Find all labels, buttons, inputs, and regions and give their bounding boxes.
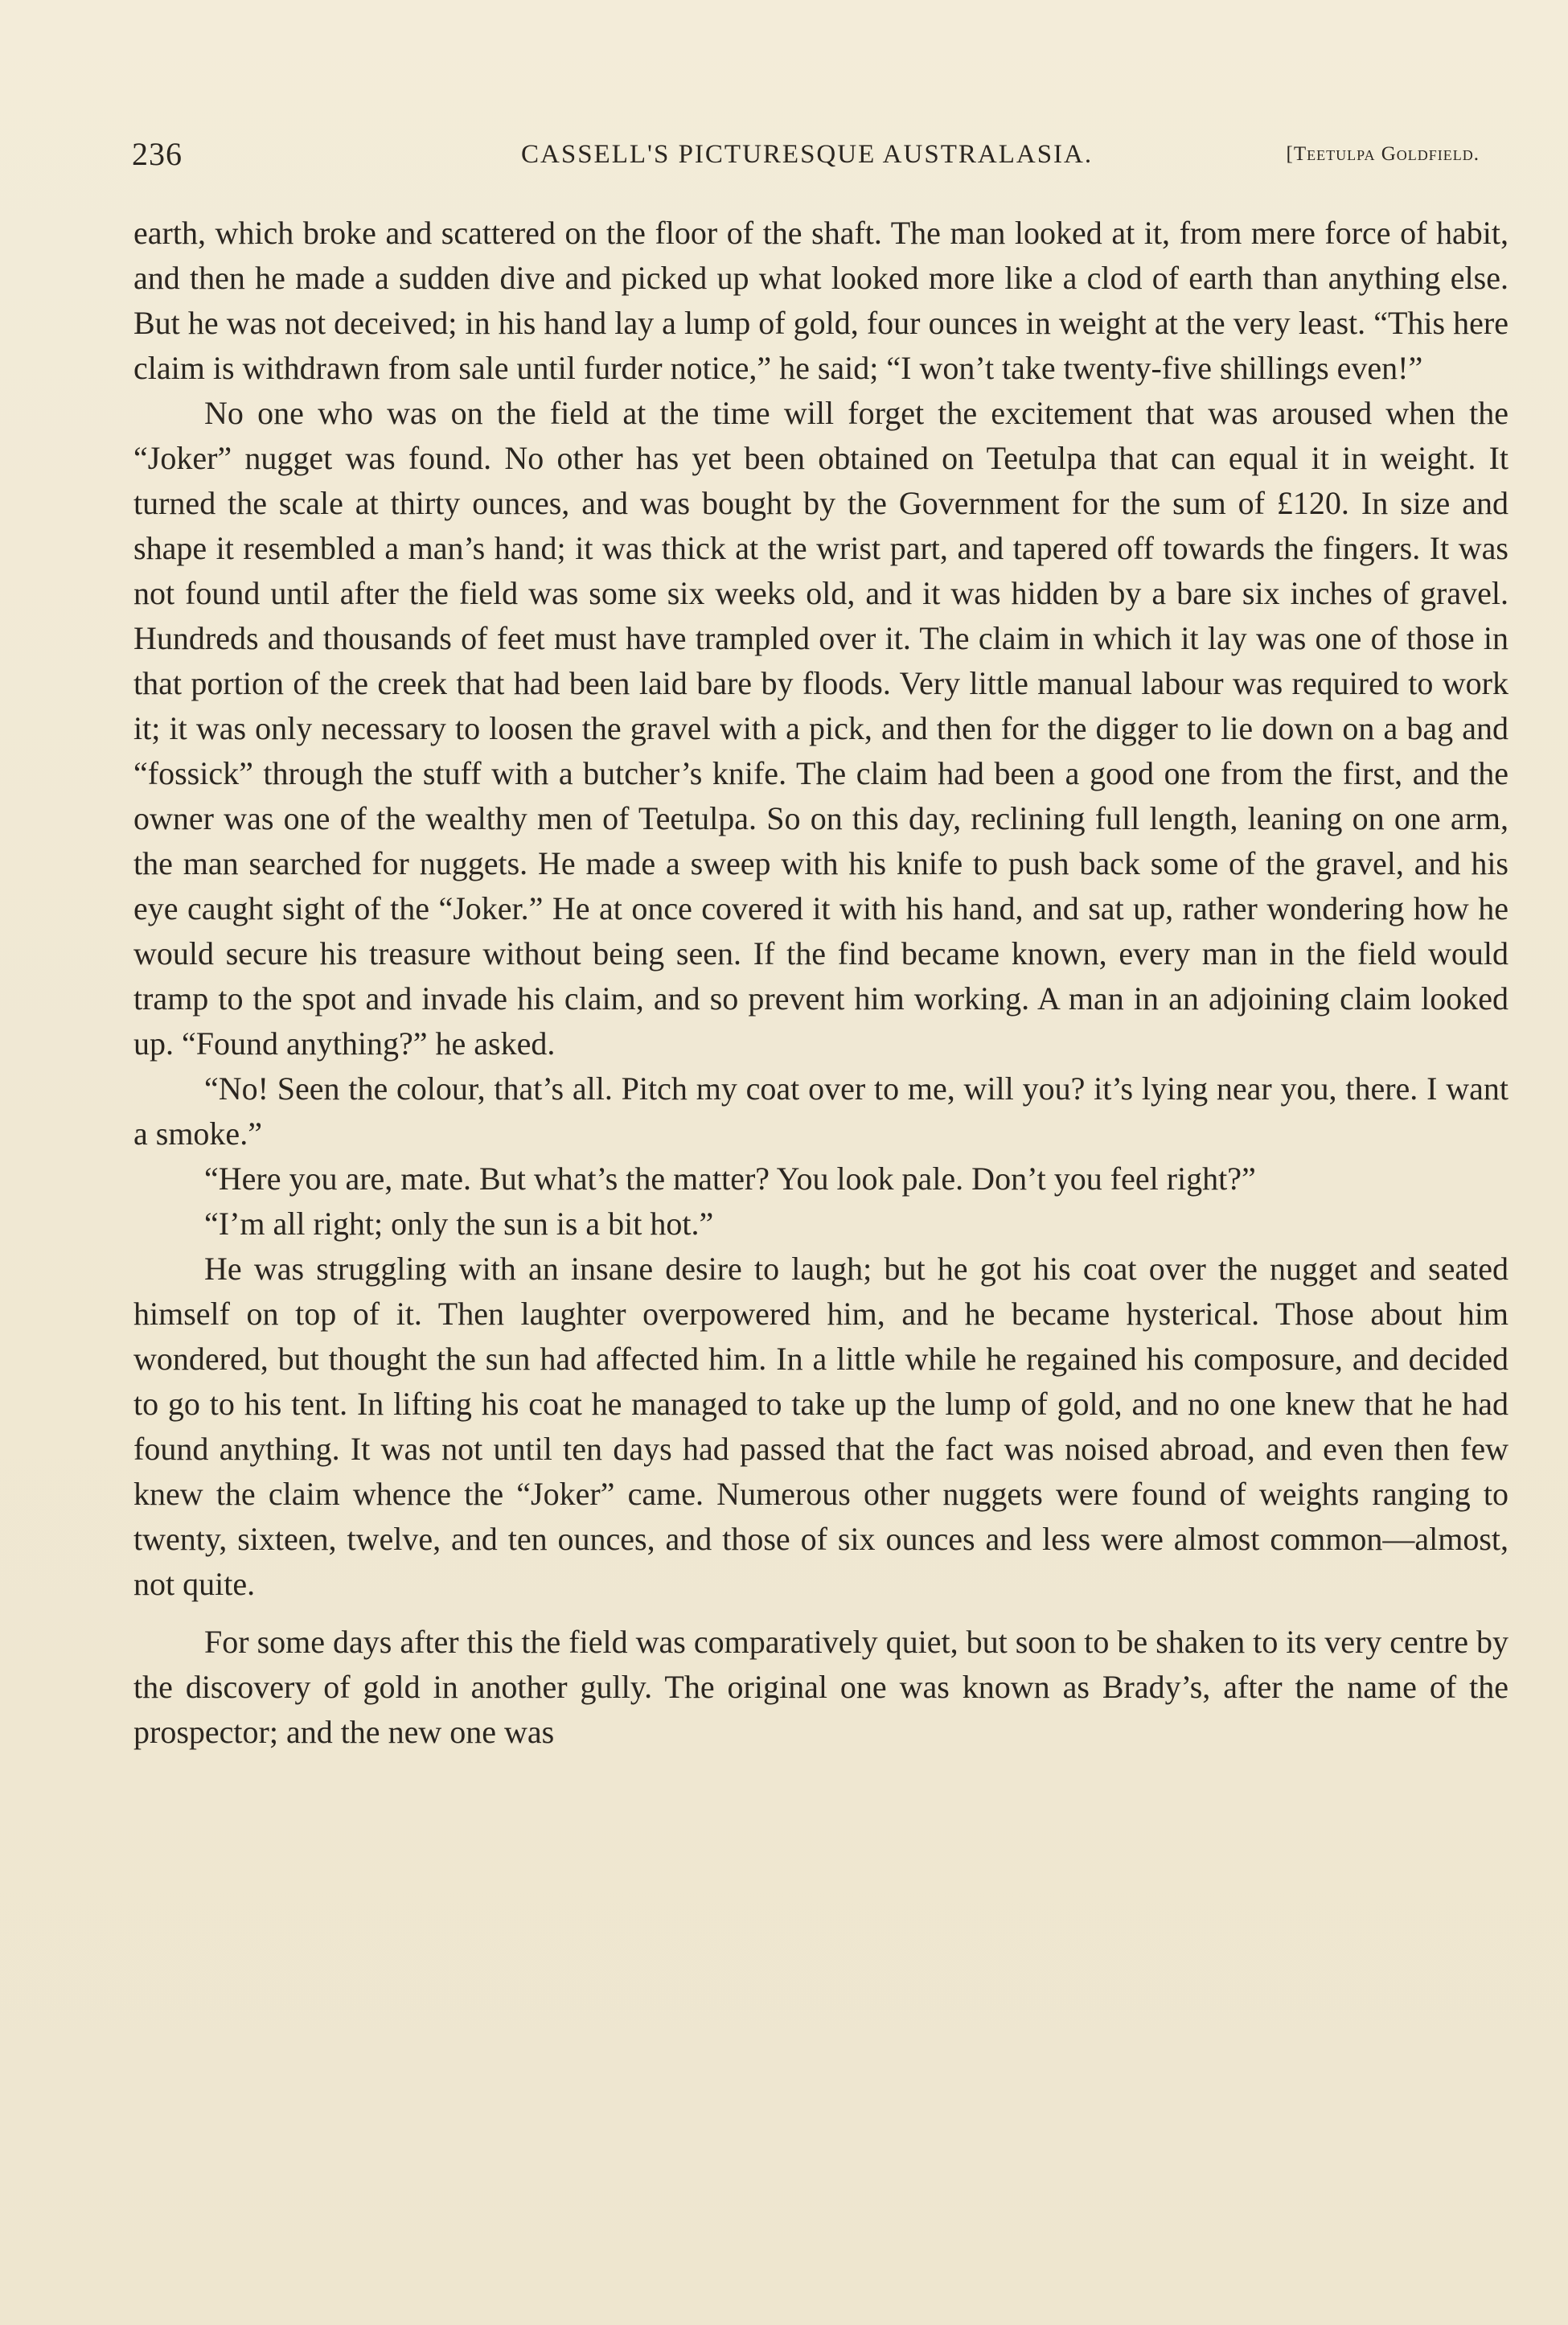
paragraph-dialogue-allright: “I’m all right; only the sun is a bit hot.”: [204, 1206, 714, 1242]
paragraph-continuation: earth, which broke and scattered on the floor of the shaft. The man looked at it, from mere force of habit, and then he made a sudden dive and picked up what looked more like a clod of earth than anything else. But he was not deceived; in his hand lay a lump of gold, four ounces in weight at the very least. “This here claim is withdrawn from sale until furder notice,” he said; “I won’t take twenty-five shillings even!”: [133, 215, 1508, 386]
paragraph-new-gully: For some days after this the field was comparatively quiet, but soon to be shaken to its very centre by the discovery of gold in another gully. The original one was known as Brady’s, after the name of the prospector; and the new one was: [133, 1624, 1508, 1750]
paragraph-dialogue-no: “No! Seen the colour, that’s all. Pitch my coat over to me, will you? it’s lying near you, there. I want a smoke.”: [133, 1070, 1508, 1152]
paragraph-struggling: He was struggling with an insane desire to laugh; but he got his coat over the nugget and seated himself on top of it. Then laughter overpowered him, and he became hysterical. Those about him wondered, but thought the sun had affected him. In a little while he regained his composure, and decided to go to his tent. In lifting his coat he managed to take up the lump of gold, and no one knew that he had found anything. It was not until ten days had passed that the fact was noised abroad, and even then few knew the claim whence the “Joker” came. Numerous other nuggets were found of weights ranging to twenty, sixteen, twelve, and ten ounces, and those of six ounces and less were almost common—almost, not quite.: [133, 1251, 1508, 1602]
page-header: [129, 135, 1480, 183]
page-number: 236: [132, 136, 183, 172]
body-text: [133, 211, 1508, 1755]
paragraph-dialogue-mate: “Here you are, mate. But what’s the matter? You look pale. Don’t you feel right?”: [204, 1160, 1256, 1197]
paragraph-joker-nugget: No one who was on the field at the time will forget the excitement that was aroused when the “Joker” nugget was found. No other has yet been obtained on Teetulpa that can equal it in weight. It turned the scale at thirty ounces, and was bought by the Government for the sum of £120. In size and shape it resembled a man’s hand; it was thick at the wrist part, and tapered off towards the fingers. It was not found until after the field was some six weeks old, and it was hidden by a bare six inches of gravel. Hundreds and thousands of feet must have trampled over it. The claim in which it lay was one of those in that portion of the creek that had been laid bare by floods. Very little manual labour was required to work it; it was only necessary to loosen the gravel with a pick, and then for the digger to lie down on a bag and “fossick” through the stuff with a butcher’s knife. The claim had been a good one from the first, and the owner was one of the wealthy men of Teetulpa. So on this day, reclining full length, leaning on one arm, the man searched for nuggets. He made a sweep with his knife to push back some of the gravel, and his eye caught sight of the “Joker.” He at once covered it with his hand, and sat up, rather wondering how he would secure his treasure without being seen. If the find became known, every man in the field would tramp to the spot and invade his claim, and so prevent him working. A man in an adjoining claim looked up. “Found anything?” he asked.: [133, 395, 1508, 1062]
running-title: CASSELL'S PICTURESQUE AUSTRALASIA.: [521, 140, 1094, 169]
running-section: [Teetulpa Goldfield.: [1286, 143, 1480, 165]
